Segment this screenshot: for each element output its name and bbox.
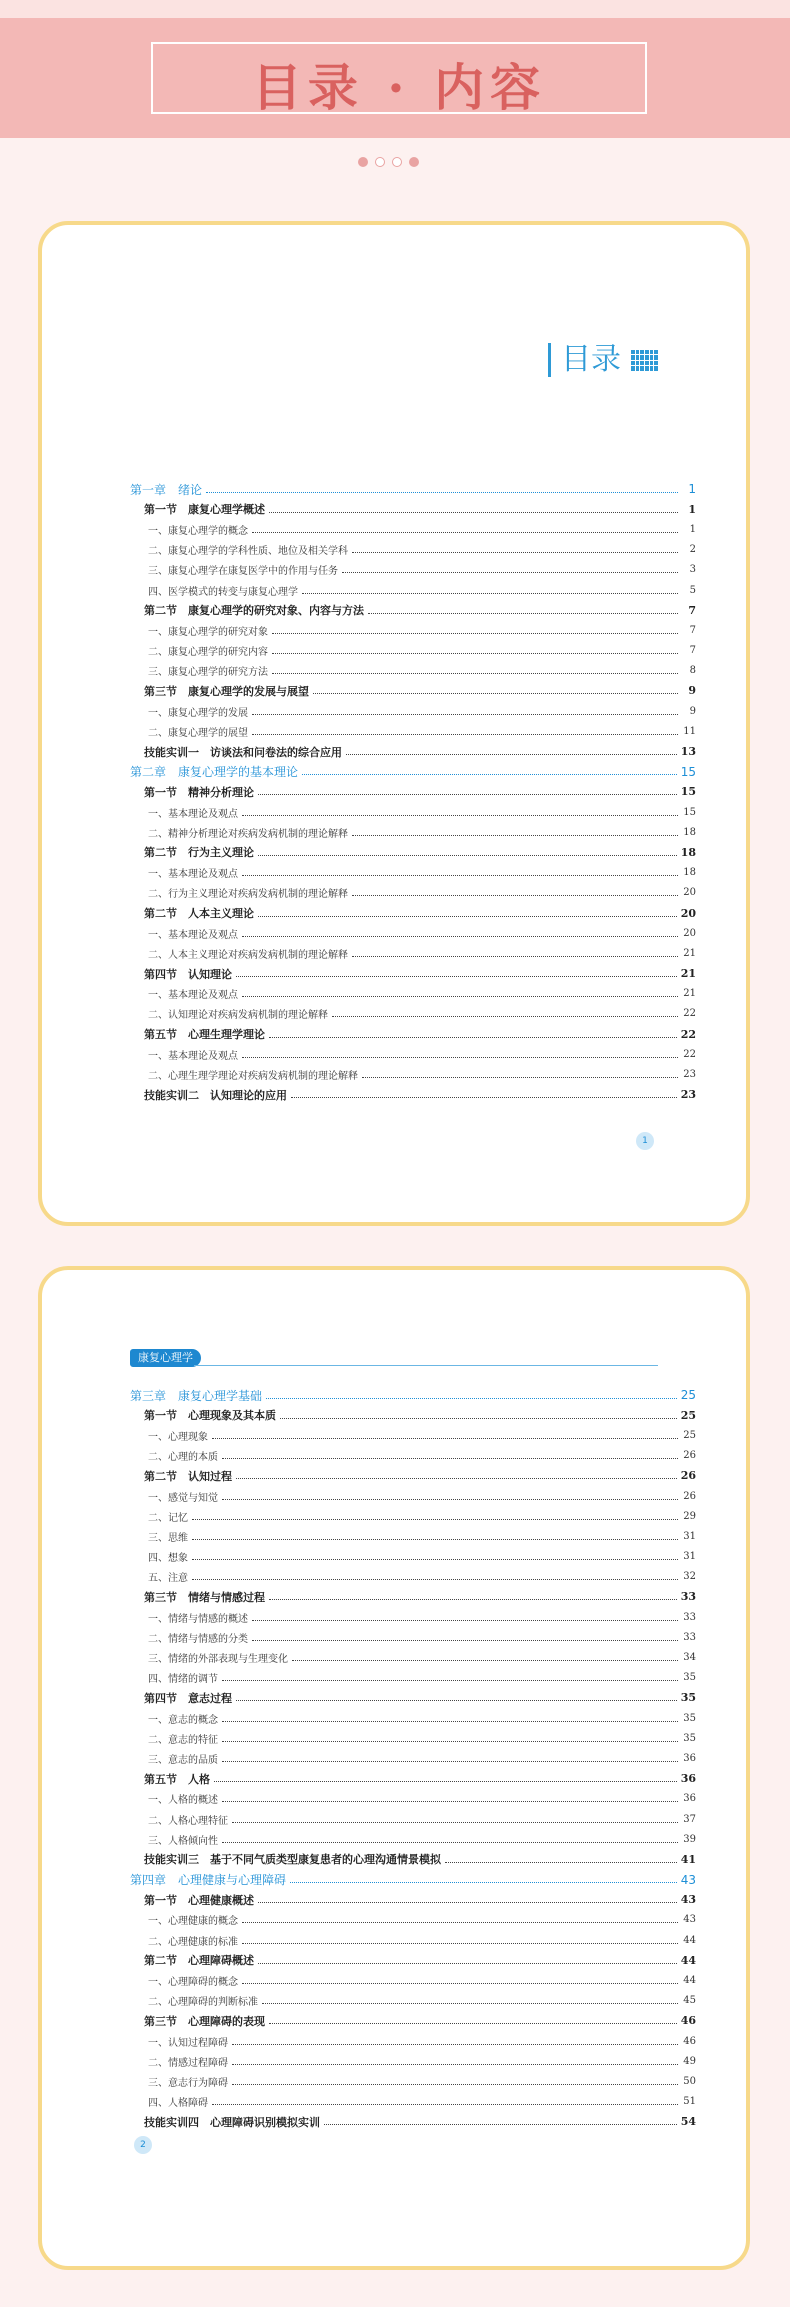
banner xyxy=(0,18,790,138)
toc-title: 目录 xyxy=(561,342,621,377)
toc-entry-page: 21 xyxy=(683,947,696,959)
toc-entry-page: 3 xyxy=(689,564,696,576)
toc-entry-item[interactable] xyxy=(130,519,696,539)
toc-entry-label: 三、康复心理学的研究方法 xyxy=(148,667,268,679)
dot-leader xyxy=(292,1660,678,1661)
toc-entry-label: 第五节 人格 xyxy=(144,1772,210,1786)
toc-entry-page: 18 xyxy=(683,826,696,838)
toc-entry-page: 35 xyxy=(683,1712,696,1724)
toc-entry-page: 22 xyxy=(680,1027,696,1041)
toc-entry-item[interactable] xyxy=(130,1789,696,1809)
toc-entry-page: 11 xyxy=(683,725,696,737)
toc-entry-page: 43 xyxy=(680,1872,696,1887)
toc-entry-page: 9 xyxy=(688,684,696,698)
dot-leader xyxy=(258,1902,677,1903)
toc-entry-item[interactable] xyxy=(130,1526,696,1546)
toc-entry-item[interactable] xyxy=(130,1668,696,1688)
toc-entry-page: 44 xyxy=(683,1975,696,1987)
toc-entry-label: 四、情绪的调节 xyxy=(148,1674,218,1686)
toc-entry-item[interactable] xyxy=(130,701,696,721)
toc-entry-page: 1 xyxy=(688,502,696,516)
toc-entry-item[interactable] xyxy=(130,2031,696,2051)
toc-entry-label: 二、情感过程障碍 xyxy=(148,2057,228,2069)
toc-entry-label: 三、人格倾向性 xyxy=(148,1835,218,1847)
toc-entry-label: 第三节 康复心理学的发展与展望 xyxy=(144,684,309,698)
toc-entry-item[interactable] xyxy=(130,1425,696,1445)
toc-entry-skill[interactable] xyxy=(130,2112,696,2132)
dot-leader xyxy=(352,956,678,957)
toc-list xyxy=(130,1385,696,2132)
toc-entry-label: 一、康复心理学的概念 xyxy=(148,525,248,537)
dot-leader xyxy=(445,1862,677,1863)
toc-entry-page: 23 xyxy=(683,1069,696,1081)
toc-entry-label: 一、心理健康的概念 xyxy=(148,1916,238,1928)
toc-entry-page: 25 xyxy=(680,1408,696,1422)
toc-entry-page: 18 xyxy=(683,867,696,879)
toc-entry-page: 36 xyxy=(683,1752,696,1764)
dot-leader xyxy=(272,633,678,634)
toc-entry-item[interactable] xyxy=(130,540,696,560)
toc-entry-item[interactable] xyxy=(130,1647,696,1667)
toc-entry-section[interactable] xyxy=(130,964,696,984)
dot-leader xyxy=(242,815,678,816)
toc-entry-label: 第一节 康复心理学概述 xyxy=(144,503,265,517)
toc-entry-chapter[interactable] xyxy=(130,1870,696,1890)
toc-entry-item[interactable] xyxy=(130,883,696,903)
toc-entry-page: 50 xyxy=(683,2075,696,2087)
toc-entry-label: 二、认知理论对疾病发病机制的理论解释 xyxy=(148,1010,328,1022)
toc-entry-item[interactable] xyxy=(130,2051,696,2071)
toc-entry-chapter[interactable] xyxy=(130,762,696,782)
dot-leader xyxy=(332,1016,678,1017)
toc-entry-page: 5 xyxy=(689,584,696,596)
dot-leader xyxy=(222,1680,678,1681)
toc-entry-page: 33 xyxy=(680,1590,696,1604)
toc-entry-label: 一、基本理论及观点 xyxy=(148,990,238,1002)
toc-entry-section[interactable] xyxy=(130,1587,696,1607)
toc-entry-item[interactable] xyxy=(130,1607,696,1627)
toc-entry-label: 技能实训四 心理障碍识别模拟实训 xyxy=(144,2115,320,2129)
dot-leader xyxy=(212,2104,678,2105)
toc-entry-section[interactable] xyxy=(130,1769,696,1789)
toc-entry-page: 7 xyxy=(689,624,696,636)
dot-leader xyxy=(236,1700,677,1701)
toc-entry-label: 一、情绪与情感的概述 xyxy=(148,1613,248,1625)
toc-entry-label: 二、心理健康的标准 xyxy=(148,1936,238,1948)
toc-entry-page: 29 xyxy=(683,1510,696,1522)
toc-entry-page: 33 xyxy=(683,1631,696,1643)
toc-entry-page: 44 xyxy=(680,1953,696,1967)
dot-leader xyxy=(222,1761,678,1762)
toc-entry-page: 36 xyxy=(680,1772,696,1786)
toc-entry-item[interactable] xyxy=(130,1930,696,1950)
toc-entry-label: 第一节 精神分析理论 xyxy=(144,785,254,799)
toc-entry-item[interactable] xyxy=(130,580,696,600)
toc-entry-section[interactable] xyxy=(130,499,696,519)
toc-entry-page: 22 xyxy=(683,1008,696,1020)
dot-leader xyxy=(352,552,678,553)
dot-leader xyxy=(232,2064,678,2065)
toc-entry-skill[interactable] xyxy=(130,1085,696,1105)
dot-leader xyxy=(242,875,678,876)
dot-leader xyxy=(232,2044,678,2045)
toc-entry-page: 44 xyxy=(683,1934,696,1946)
page-number-badge: 1 xyxy=(636,1132,654,1150)
toc-entry-page: 20 xyxy=(680,906,696,920)
dot-leader xyxy=(352,895,678,896)
toc-entry-label: 三、思维 xyxy=(148,1532,188,1544)
toc-entry-item[interactable] xyxy=(130,1567,696,1587)
dot-leader xyxy=(291,1097,677,1098)
toc-entry-page: 25 xyxy=(680,1388,696,1403)
toc-entry-label: 二、康复心理学的学科性质、地位及相关学科 xyxy=(148,546,348,558)
toc-entry-item[interactable] xyxy=(130,1748,696,1768)
toc-entry-page: 35 xyxy=(680,1691,696,1705)
dot-leader xyxy=(252,1640,678,1641)
dot-leader xyxy=(222,1801,678,1802)
dot-leader xyxy=(362,1077,678,1078)
dot-leader xyxy=(236,976,677,977)
toc-entry-label: 第二节 认知过程 xyxy=(144,1469,232,1483)
dot-leader xyxy=(269,1037,677,1038)
toc-entry-label: 二、康复心理学的研究内容 xyxy=(148,647,268,659)
toc-entry-item[interactable] xyxy=(130,863,696,883)
toc-entry-item[interactable] xyxy=(130,1728,696,1748)
toc-entry-page: 54 xyxy=(680,2115,696,2129)
toc-entry-page: 34 xyxy=(683,1652,696,1664)
toc-entry-item[interactable] xyxy=(130,1446,696,1466)
toc-entry-skill[interactable] xyxy=(130,741,696,761)
toc-entry-page: 31 xyxy=(683,1530,696,1542)
toc-entry-item[interactable] xyxy=(130,641,696,661)
toc-entry-item[interactable] xyxy=(130,1547,696,1567)
toc-entry-section[interactable] xyxy=(130,903,696,923)
toc-entry-page: 1 xyxy=(688,482,696,497)
toc-entry-section[interactable] xyxy=(130,1688,696,1708)
toc-entry-label: 第五节 心理生理学理论 xyxy=(144,1028,265,1042)
heading-bar xyxy=(548,343,551,377)
toc-entry-page: 41 xyxy=(680,1852,696,1866)
toc-entry-skill[interactable] xyxy=(130,1849,696,1869)
dot-leader xyxy=(258,794,677,795)
page-indicator xyxy=(358,157,434,169)
dot-leader xyxy=(342,572,678,573)
toc-entry-label: 一、基本理论及观点 xyxy=(148,808,238,820)
toc-entry-label: 二、人格心理特征 xyxy=(148,1815,228,1827)
toc-entry-page: 46 xyxy=(680,2014,696,2028)
toc-entry-label: 第三节 情绪与情感过程 xyxy=(144,1590,265,1604)
toc-entry-item[interactable] xyxy=(130,1064,696,1084)
toc-entry-item[interactable] xyxy=(130,1970,696,1990)
dot-leader xyxy=(222,1741,678,1742)
toc-entry-label: 一、意志的概念 xyxy=(148,1714,218,1726)
toc-entry-item[interactable] xyxy=(130,822,696,842)
toc-entry-section[interactable] xyxy=(130,1950,696,1970)
toc-entry-label: 三、康复心理学在康复医学中的作用与任务 xyxy=(148,566,338,578)
dot-leader xyxy=(242,1057,678,1058)
dot-leader xyxy=(222,1499,678,1500)
dot-leader xyxy=(236,1478,677,1479)
toc-entry-section[interactable] xyxy=(130,600,696,620)
toc-entry-item[interactable] xyxy=(130,1627,696,1647)
dot-leader xyxy=(222,1842,678,1843)
dot-leader xyxy=(252,734,678,735)
toc-entry-label: 三、意志行为障碍 xyxy=(148,2077,228,2089)
toc-entry-label: 技能实训一 访谈法和问卷法的综合应用 xyxy=(144,745,342,759)
page-number-badge: 2 xyxy=(134,2136,152,2154)
toc-entry-label: 一、基本理论及观点 xyxy=(148,869,238,881)
toc-entry-label: 二、康复心理学的展望 xyxy=(148,727,248,739)
toc-entry-label: 第一节 心理现象及其本质 xyxy=(144,1409,276,1423)
dot-leader xyxy=(258,916,677,917)
dot-leader xyxy=(272,673,678,674)
dot-leader xyxy=(272,653,678,654)
toc-entry-page: 2 xyxy=(689,544,696,556)
toc-entry-page: 32 xyxy=(683,1571,696,1583)
toc-entry-item[interactable] xyxy=(130,1829,696,1849)
toc-entry-page: 36 xyxy=(683,1793,696,1805)
toc-entry-page: 33 xyxy=(683,1611,696,1623)
toc-entry-label: 三、情绪的外部表现与生理变化 xyxy=(148,1654,288,1666)
toc-entry-item[interactable] xyxy=(130,1809,696,1829)
toc-entry-label: 二、人本主义理论对疾病发病机制的理论解释 xyxy=(148,949,348,961)
toc-entry-label: 一、康复心理学的发展 xyxy=(148,707,248,719)
toc-entry-label: 第二节 行为主义理论 xyxy=(144,846,254,860)
toc-entry-label: 一、基本理论及观点 xyxy=(148,929,238,941)
toc-entry-label: 二、行为主义理论对疾病发病机制的理论解释 xyxy=(148,889,348,901)
dot-leader xyxy=(258,1963,677,1964)
toc-entry-label: 技能实训二 认知理论的应用 xyxy=(144,1088,287,1102)
toc-entry-section[interactable] xyxy=(130,782,696,802)
toc-entry-label: 技能实训三 基于不同气质类型康复患者的心理沟通情景模拟 xyxy=(144,1853,441,1867)
dot-leader xyxy=(269,2023,677,2024)
toc-entry-page: 15 xyxy=(680,785,696,799)
toc-entry-section[interactable] xyxy=(130,681,696,701)
dot-leader xyxy=(302,593,678,594)
toc-entry-page: 22 xyxy=(683,1048,696,1060)
dot-leader xyxy=(269,1599,677,1600)
toc-entry-item[interactable] xyxy=(130,1910,696,1930)
toc-entry-item[interactable] xyxy=(130,984,696,1004)
dot-leader xyxy=(302,774,677,775)
toc-entry-label: 一、基本理论及观点 xyxy=(148,1050,238,1062)
toc-entry-page: 21 xyxy=(683,988,696,1000)
dot-leader xyxy=(206,492,678,493)
dot-leader xyxy=(252,532,678,533)
dot-leader xyxy=(262,2003,678,2004)
dot-leader xyxy=(313,693,678,694)
toc-entry-section[interactable] xyxy=(130,1890,696,1910)
toc-entry-page: 43 xyxy=(680,1893,696,1907)
toc-entry-item[interactable] xyxy=(130,1506,696,1526)
toc-entry-section[interactable] xyxy=(130,1024,696,1044)
dot-leader xyxy=(352,835,678,836)
toc-entry-section[interactable] xyxy=(130,1405,696,1425)
toc-entry-item[interactable] xyxy=(130,923,696,943)
dot-leader xyxy=(192,1519,678,1520)
dot-leader xyxy=(242,1943,678,1944)
toc-entry-page: 23 xyxy=(680,1088,696,1102)
toc-entry-label: 第二章 康复心理学的基本理论 xyxy=(130,765,299,780)
dot-leader xyxy=(269,512,678,513)
toc-entry-item[interactable] xyxy=(130,620,696,640)
toc-entry-label: 四、医学模式的转变与康复心理学 xyxy=(148,586,298,598)
toc-entry-page: 43 xyxy=(683,1914,696,1926)
toc-entry-item[interactable] xyxy=(130,560,696,580)
dot-leader xyxy=(232,1822,678,1823)
toc-entry-page: 35 xyxy=(683,1732,696,1744)
toc-entry-item[interactable] xyxy=(130,802,696,822)
page-dot[interactable] xyxy=(409,157,419,167)
toc-entry-page: 25 xyxy=(683,1429,696,1441)
toc-entry-item[interactable] xyxy=(130,1991,696,2011)
toc-page-1 xyxy=(38,221,750,1226)
dot-leader xyxy=(222,1721,678,1722)
toc-entry-page: 9 xyxy=(689,705,696,717)
dot-leader xyxy=(242,1922,678,1923)
toc-entry-label: 二、记忆 xyxy=(148,1512,188,1524)
toc-entry-label: 第四章 心理健康与心理障碍 xyxy=(130,1873,287,1888)
running-header-tag: 康复心理学 xyxy=(130,1349,201,1367)
toc-entry-page: 7 xyxy=(689,645,696,657)
toc-entry-label: 第四节 意志过程 xyxy=(144,1691,232,1705)
toc-entry-section[interactable] xyxy=(130,842,696,862)
toc-entry-label: 二、情绪与情感的分类 xyxy=(148,1633,248,1645)
dot-leader xyxy=(242,936,678,937)
toc-entry-label: 第一节 心理健康概述 xyxy=(144,1893,254,1907)
top-strip xyxy=(0,0,790,18)
toc-entry-page: 13 xyxy=(680,745,696,759)
dot-leader xyxy=(192,1579,678,1580)
toc-entry-page: 26 xyxy=(683,1450,696,1462)
toc-entry-page: 35 xyxy=(683,1672,696,1684)
toc-entry-chapter[interactable] xyxy=(130,479,696,499)
toc-entry-page: 37 xyxy=(683,1813,696,1825)
toc-entry-page: 46 xyxy=(683,2035,696,2047)
dot-leader xyxy=(324,2124,677,2125)
dot-leader xyxy=(258,855,677,856)
header-rule xyxy=(194,1365,658,1366)
dot-leader xyxy=(242,1983,678,1984)
dot-leader xyxy=(252,1620,678,1621)
toc-entry-page: 31 xyxy=(683,1551,696,1563)
toc-entry-page: 21 xyxy=(680,967,696,981)
dot-leader xyxy=(252,714,678,715)
toc-entry-label: 二、心理障碍的判断标准 xyxy=(148,1997,258,2009)
toc-entry-label: 五、注意 xyxy=(148,1573,188,1585)
toc-entry-page: 1 xyxy=(689,523,696,535)
toc-entry-label: 二、心理的本质 xyxy=(148,1452,218,1464)
toc-entry-section[interactable] xyxy=(130,1466,696,1486)
toc-entry-section[interactable] xyxy=(130,2011,696,2031)
toc-entry-item[interactable] xyxy=(130,2071,696,2091)
toc-heading xyxy=(548,343,658,377)
toc-entry-chapter[interactable] xyxy=(130,1385,696,1405)
toc-entry-label: 一、心理现象 xyxy=(148,1431,208,1443)
dot-leader xyxy=(266,1398,677,1399)
dot-leader xyxy=(290,1882,677,1883)
dot-leader xyxy=(222,1458,678,1459)
dot-leader xyxy=(192,1539,678,1540)
toc-entry-label: 第二节 康复心理学的研究对象、内容与方法 xyxy=(144,604,364,618)
toc-entry-item[interactable] xyxy=(130,2092,696,2112)
toc-entry-item[interactable] xyxy=(130,1004,696,1024)
banner-title: 目录 · 内容 xyxy=(251,58,547,117)
toc-entry-page: 18 xyxy=(680,845,696,859)
grid-icon xyxy=(631,350,658,371)
toc-entry-page: 26 xyxy=(680,1469,696,1483)
dot-leader xyxy=(212,1438,678,1439)
toc-entry-page: 20 xyxy=(683,927,696,939)
toc-entry-label: 三、意志的品质 xyxy=(148,1754,218,1766)
toc-entry-item[interactable] xyxy=(130,1708,696,1728)
dot-leader xyxy=(232,2084,678,2085)
page-dot[interactable] xyxy=(392,157,402,167)
toc-entry-page: 20 xyxy=(683,887,696,899)
toc-entry-page: 45 xyxy=(683,1995,696,2007)
toc-entry-label: 第一章 绪论 xyxy=(130,482,203,497)
dot-leader xyxy=(214,1781,677,1782)
toc-entry-page: 8 xyxy=(689,665,696,677)
toc-entry-label: 二、精神分析理论对疾病发病机制的理论解释 xyxy=(148,828,348,840)
toc-entry-label: 四、人格障碍 xyxy=(148,2098,208,2110)
toc-entry-page: 26 xyxy=(683,1490,696,1502)
toc-entry-label: 一、感觉与知觉 xyxy=(148,1492,218,1504)
toc-entry-label: 二、意志的特征 xyxy=(148,1734,218,1746)
page-dot[interactable] xyxy=(375,157,385,167)
dot-leader xyxy=(192,1559,678,1560)
toc-entry-page: 49 xyxy=(683,2055,696,2067)
toc-entry-page: 15 xyxy=(683,806,696,818)
toc-entry-label: 一、人格的概述 xyxy=(148,1795,218,1807)
dot-leader xyxy=(346,754,677,755)
toc-entry-label: 四、想象 xyxy=(148,1553,188,1565)
dot-leader xyxy=(280,1418,677,1419)
page-dot[interactable] xyxy=(358,157,368,167)
toc-entry-label: 第四节 认知理论 xyxy=(144,967,232,981)
toc-entry-item[interactable] xyxy=(130,1044,696,1064)
toc-entry-label: 一、康复心理学的研究对象 xyxy=(148,626,268,638)
toc-entry-item[interactable] xyxy=(130,1486,696,1506)
dot-leader xyxy=(368,613,678,614)
toc-entry-label: 二、心理生理学理论对疾病发病机制的理论解释 xyxy=(148,1071,358,1083)
dot-leader xyxy=(242,996,678,997)
toc-entry-label: 第三章 康复心理学基础 xyxy=(130,1388,263,1403)
toc-entry-page: 15 xyxy=(680,764,696,779)
toc-entry-item[interactable] xyxy=(130,661,696,681)
toc-entry-item[interactable] xyxy=(130,943,696,963)
toc-entry-page: 39 xyxy=(683,1833,696,1845)
toc-entry-label: 第二节 人本主义理论 xyxy=(144,907,254,921)
toc-entry-label: 一、心理障碍的概念 xyxy=(148,1977,238,1989)
toc-page-2 xyxy=(38,1266,750,2270)
toc-entry-label: 第三节 心理障碍的表现 xyxy=(144,2014,265,2028)
toc-entry-label: 第二节 心理障碍概述 xyxy=(144,1954,254,1968)
toc-entry-item[interactable] xyxy=(130,721,696,741)
toc-entry-page: 51 xyxy=(683,2096,696,2108)
toc-list xyxy=(130,479,696,1105)
toc-entry-page: 7 xyxy=(688,603,696,617)
toc-entry-label: 一、认知过程障碍 xyxy=(148,2037,228,2049)
